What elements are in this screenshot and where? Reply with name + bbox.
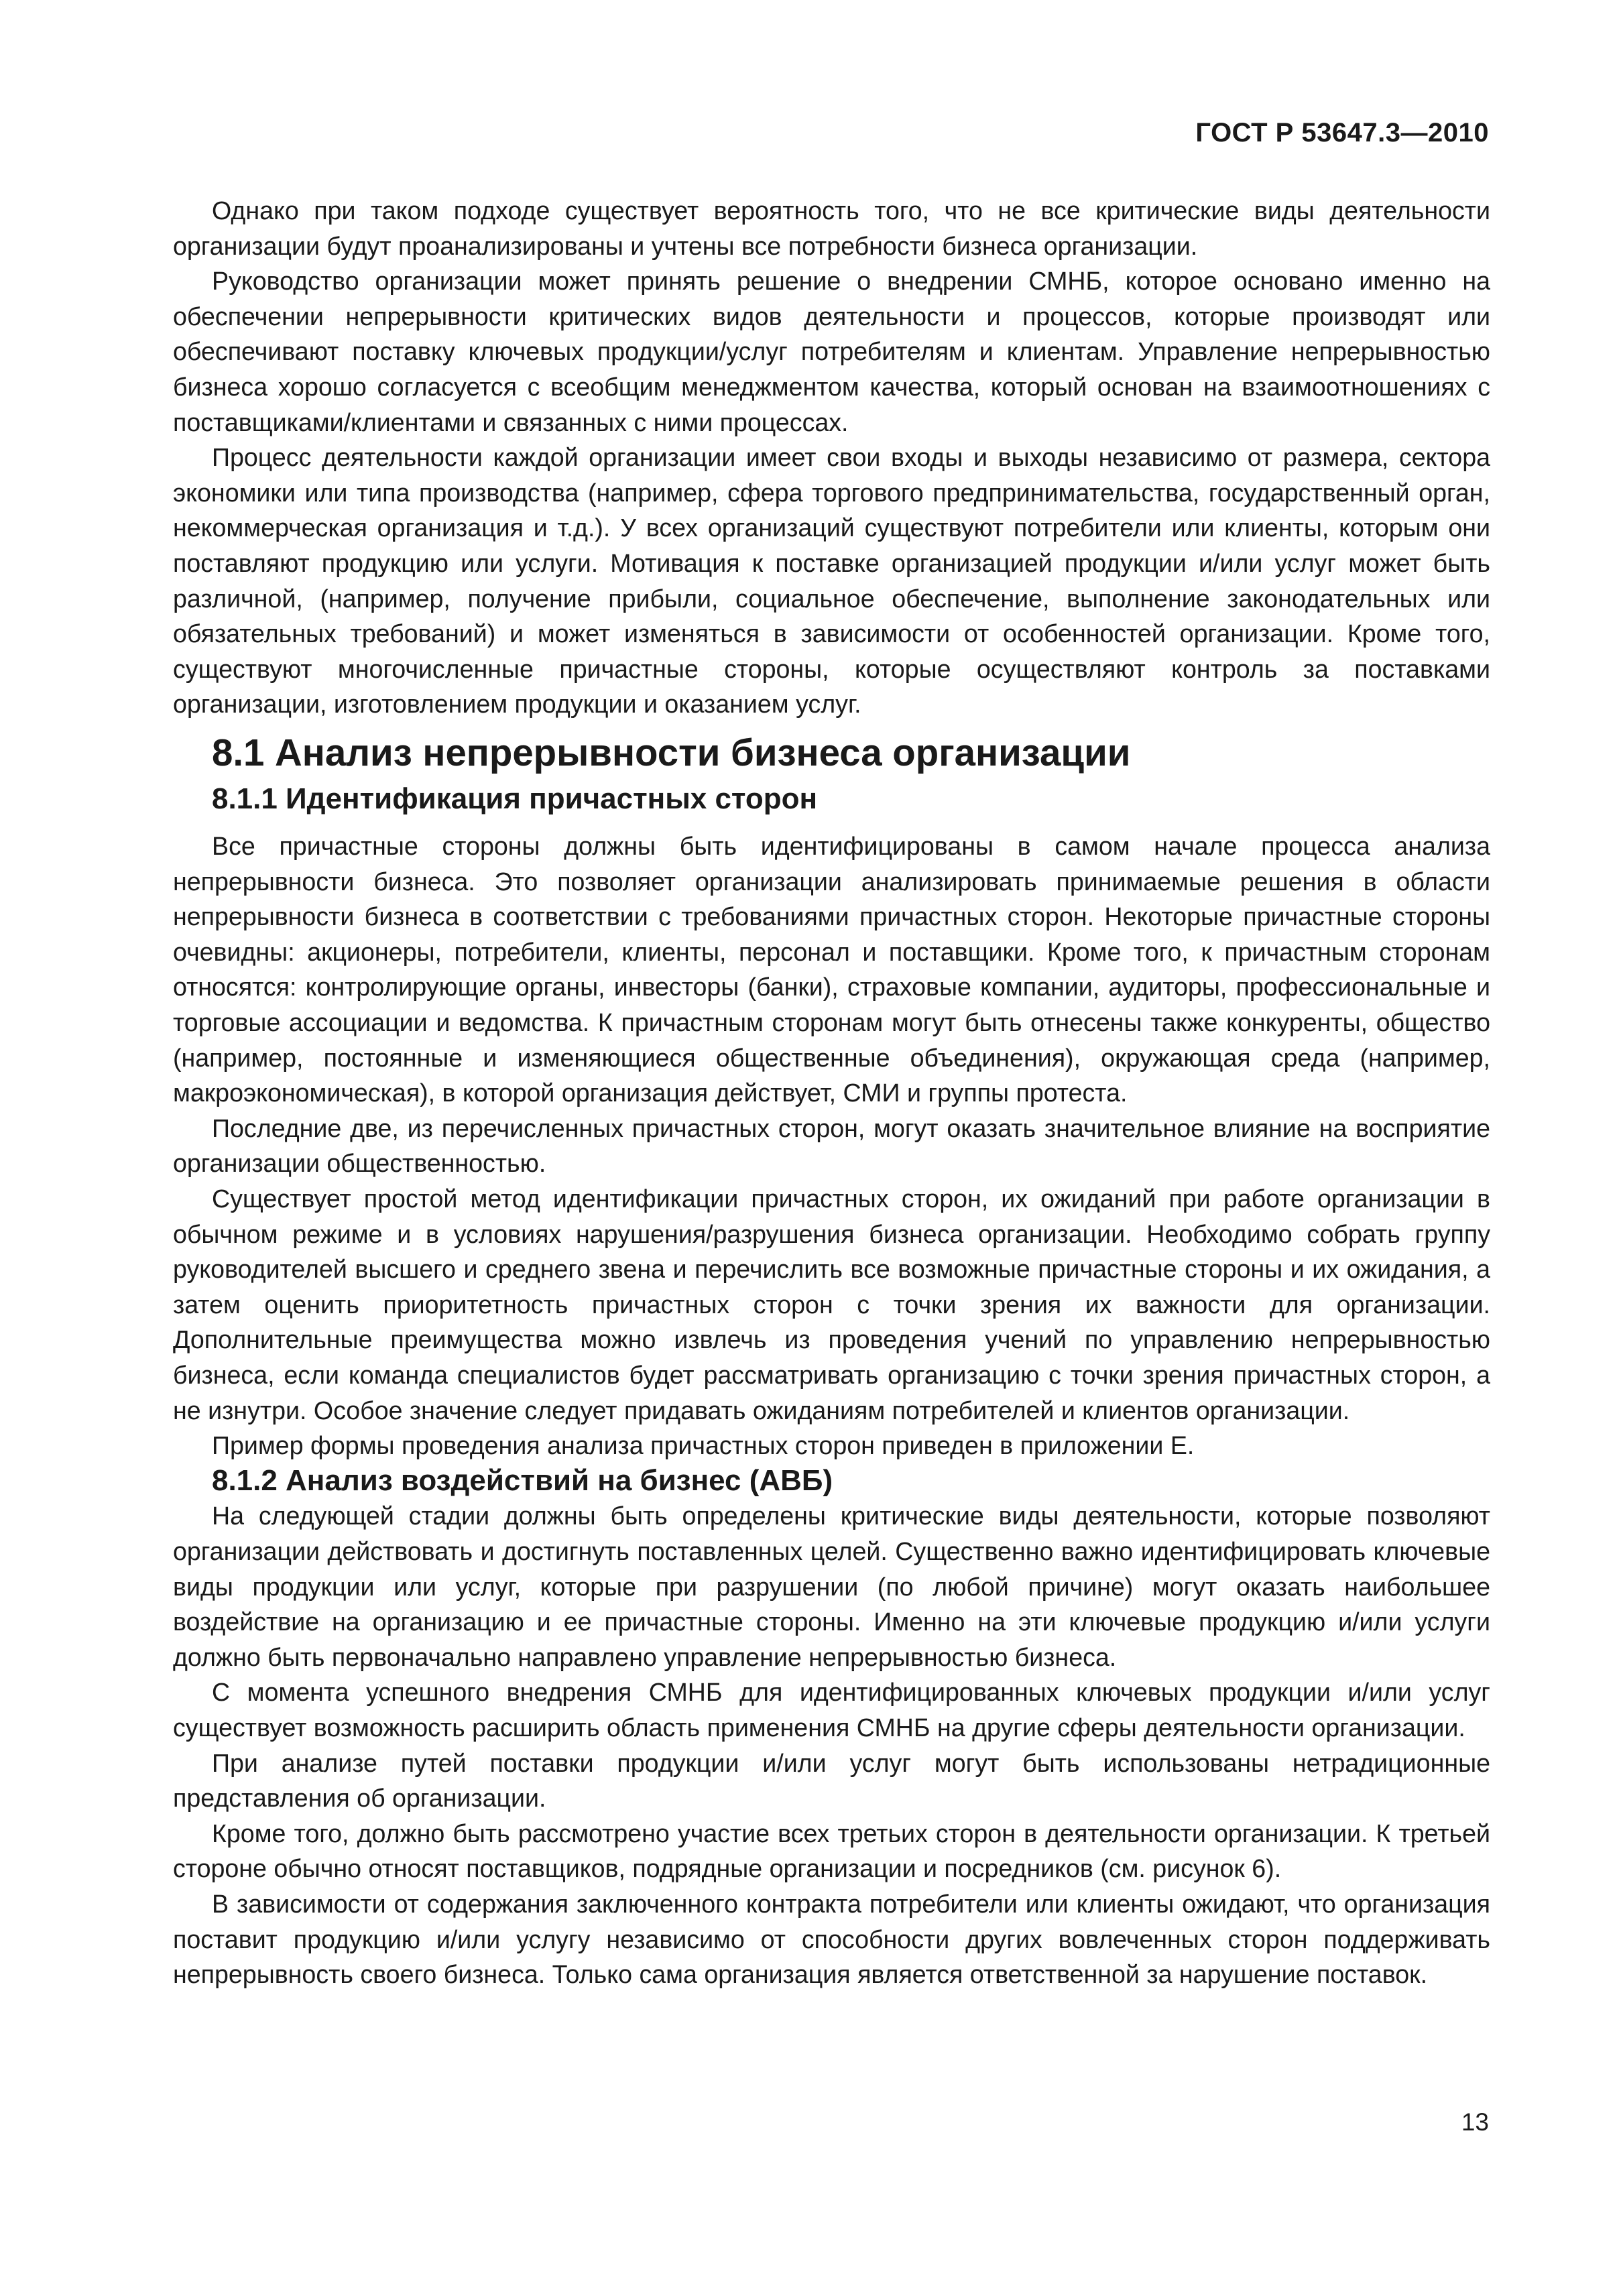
section-heading-8-1-2: 8.1.2 Анализ воздействий на бизнес (АВБ) — [212, 1463, 833, 1497]
paragraph-8-1-2-5: В зависимости от содержания заключенного контракта потребители или клиенты ожидают, что организация поставит продукцию и/или услугу независимо от способности других вовлеченных сторон поддерживать непрерывность своего бизнеса. Только сама организация является ответственной за нарушение поставок. — [173, 1889, 1490, 1989]
paragraph-intro-1: Однако при таком подходе существует вероятность того, что не все критические виды деятельности организации будут проанализированы и учтены все потребности бизнеса организации. — [173, 196, 1490, 260]
paragraph-intro-3: Процесс деятельности каждой организации имеет свои входы и выходы независимо от размера, сектора экономики или типа производства (например, сфера торгового предпринимательства, государственный орган, некоммерческая организация и т.д.). У всех организаций существуют потребители или клиенты, которым они поставляют продукцию или услуги. Мотивация к поставке организацией продукции и/или услуг может быть различной, (например, получение прибыли, социальное обеспечение, выполнение законодательных или обязательных требований) и может изменяться в зависимости от особенностей организации. Кроме того, существуют многочисленные причастные стороны, которые осуществляют контроль за поставками организации, изготовлением продукции и оказанием услуг. — [173, 443, 1490, 719]
paragraph-8-1-1-2: Последние две, из перечисленных причастных сторон, могут оказать значительное влияние на восприятие организации общественностью. — [173, 1113, 1490, 1178]
paragraph-8-1-1-4: Пример формы проведения анализа причастных сторон приведен в приложении Е. — [212, 1431, 1195, 1460]
document-code: ГОСТ Р 53647.3—2010 — [1195, 118, 1489, 147]
paragraph-8-1-2-1: На следующей стадии должны быть определены критические виды деятельности, которые позволяют организации действовать и достигнуть поставленных целей. Существенно важно идентифицировать ключевые виды продукции или услуг, которые при разрушении (по любой причине) могут оказать наибольшее воздействие на организацию и ее причастные стороны. Именно на эти ключевые продукцию и/или услуги должно быть первоначально направлено управление непрерывностью бизнеса. — [173, 1502, 1490, 1671]
paragraph-8-1-2-2: С момента успешного внедрения СМНБ для идентифицированных ключевых продукции и/или услуг существует возможность расширить область применения СМНБ на другие сферы деятельности организации. — [173, 1678, 1490, 1742]
paragraph-intro-2: Руководство организации может принять решение о внедрении СМНБ, которое основано именно на обеспечении непрерывности критических видов деятельности и процессов, которые производят или обеспечивают поставку ключевых продукции/услуг потребителям и клиентам. Управление непрерывностью бизнеса хорошо согласуется с всеобщим менеджментом качества, который основан на взаимоотношениях с поставщиками/клиентами и связанных с ними процессах. — [173, 267, 1490, 436]
section-heading-8-1: 8.1 Анализ непрерывности бизнеса организации — [212, 731, 1131, 774]
page-number: 13 — [1461, 2108, 1489, 2136]
paragraph-8-1-1-1: Все причастные стороны должны быть идентифицированы в самом начале процесса анализа непрерывности бизнеса. Это позволяет организации анализировать принимаемые решения в области непрерывности бизнеса в соответствии с требованиями причастных сторон. Некоторые причастные стороны очевидны: акционеры, потребители, клиенты, персонал и поставщики. Кроме того, к причастным сторонам относятся: контролирующие органы, инвесторы (банки), страховые компании, аудиторы, профессиональные и торговые ассоциации и ведомства. К причастным сторонам могут быть отнесены также конкуренты, общество (например, постоянные и изменяющиеся общественные объединения), окружающая среда (например, макроэкономическая), в которой организация действует, СМИ и группы протеста. — [173, 832, 1490, 1107]
paragraph-8-1-1-3: Существует простой метод идентификации причастных сторон, их ожиданий при работе организации в обычном режиме и в условиях нарушения/разрушения бизнеса организации. Необходимо собрать группу руководителей высшего и среднего звена и перечислить все возможные причастные стороны и их ожидания, а затем оценить приоритетность причастных сторон с точки зрения их важности для организации. Дополнительные преимущества можно извлечь из проведения учений по управлению непрерывностью бизнеса, если команда специалистов будет рассматривать организацию с точки зрения причастных сторон, а не изнутри. Особое значение следует придавать ожиданиям потребителей и клиентов организации. — [173, 1185, 1490, 1425]
paragraph-8-1-2-4: Кроме того, должно быть рассмотрено участие всех третьих сторон в деятельности организации. К третьей стороне обычно относят поставщиков, подрядные организации и посредников (см. рисунок 6). — [173, 1819, 1490, 1883]
section-heading-8-1-1: 8.1.1 Идентификация причастных сторон — [212, 782, 818, 815]
paragraph-8-1-2-3: При анализе путей поставки продукции и/или услуг могут быть использованы нетрадиционные представления об организации. — [173, 1748, 1490, 1813]
document-body — [173, 193, 1490, 1992]
